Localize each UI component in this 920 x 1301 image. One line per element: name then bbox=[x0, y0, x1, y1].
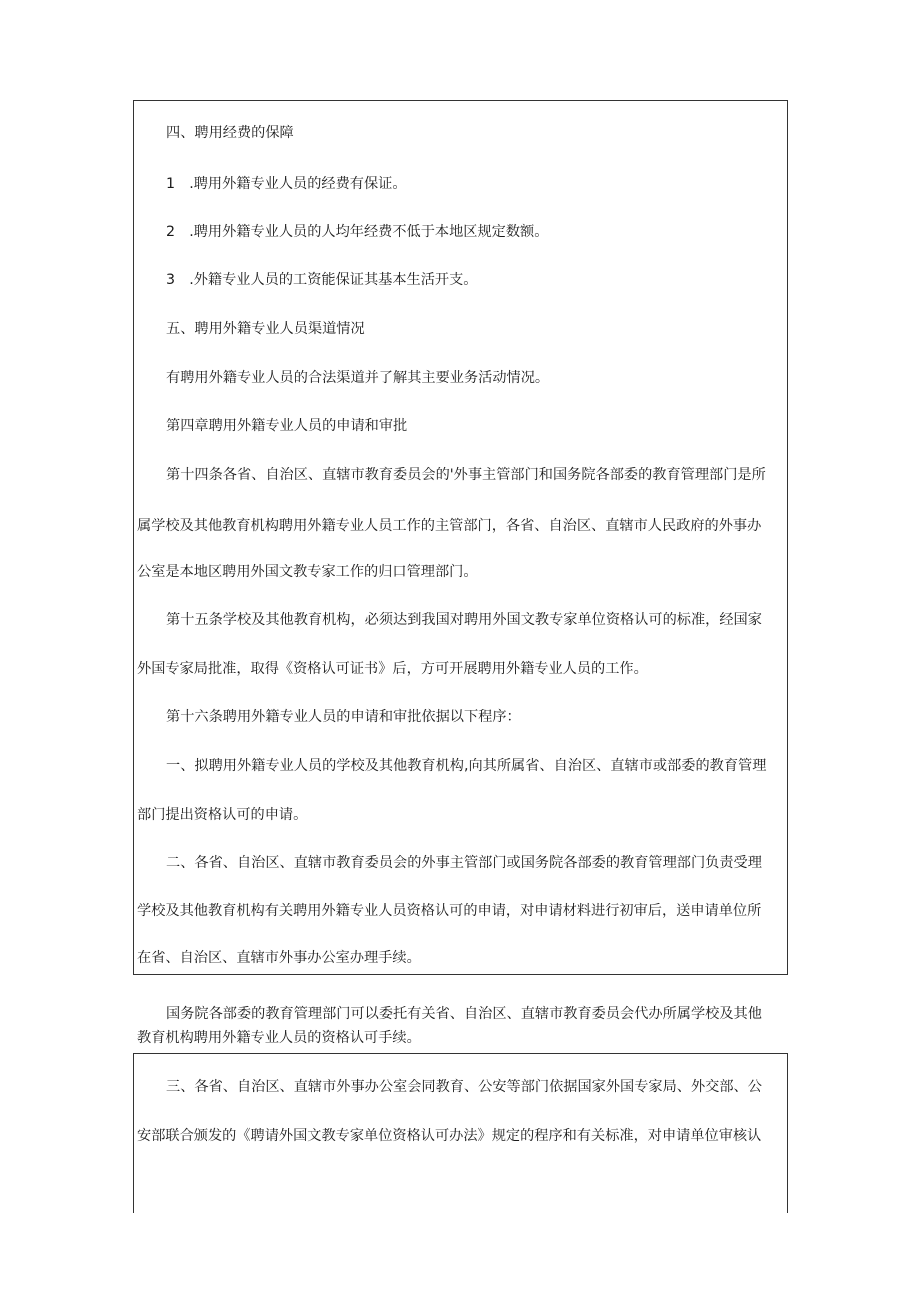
paragraph-line: 学校及其他教育机构有关聘用外籍专业人员资格认可的申请，对申请材料进行初审后，送申请单位所 bbox=[137, 903, 762, 919]
paragraph-line: 三、各省、自治区、直辖市外事办公室会同教育、公安等部门依据国家外国专家局、外交部、公 bbox=[166, 1079, 762, 1095]
heading-funding: 四、聘用经费的保障 bbox=[166, 125, 294, 141]
paragraph-line: 安部联合颁发的《聘请外国文教专家单位资格认可办法》规定的程序和有关标准，对申请单位审核认 bbox=[137, 1128, 762, 1144]
paragraph-line: 外国专家局批准，取得《资格认可证书》后，方可开展聘用外籍专业人员的工作。 bbox=[137, 661, 648, 677]
paragraph-line: 二、各省、自治区、直辖市教育委员会的外事主管部门或国务院各部委的教育管理部门负责受理 bbox=[166, 855, 762, 871]
paragraph-line: 第十五条学校及其他教育机构，必须达到我国对聘用外国文教专家单位资格认可的标准，经国家 bbox=[166, 612, 762, 628]
paragraph-line: 一、拟聘用外籍专业人员的学校及其他教育机构,向其所属省、自治区、直辖市或部委的教育管理 bbox=[166, 758, 767, 774]
paragraph-line: 属学校及其他教育机构聘用外籍专业人员工作的主管部门，各省、自治区、直辖市人民政府的外事办 bbox=[137, 518, 762, 534]
list-item: 3 .外籍专业人员的工资能保证其基本生活开支。 bbox=[166, 272, 478, 288]
list-item: 2 .聘用外籍专业人员的人均年经费不低于本地区规定数额。 bbox=[166, 224, 549, 240]
paragraph-line: 在省、自治区、直辖市外事办公室办理手续。 bbox=[137, 950, 421, 966]
paragraph-line: 第十六条聘用外籍专业人员的申请和审批依据以下程序： bbox=[166, 709, 521, 725]
list-item: 1 .聘用外籍专业人员的经费有保证。 bbox=[166, 176, 407, 192]
paragraph-line: 有聘用外籍专业人员的合法渠道并了解其主要业务活动情况。 bbox=[166, 370, 550, 386]
paragraph-line: 部门提出资格认可的申请。 bbox=[137, 807, 308, 823]
paragraph-line: 教育机构聘用外籍专业人员的资格认可手续。 bbox=[137, 1030, 421, 1046]
paragraph-line: 国务院各部委的教育管理部门可以委托有关省、自治区、直辖市教育委员会代办所属学校及其他 bbox=[166, 1006, 762, 1022]
paragraph-line: 公室是本地区聘用外国文教专家工作的归口管理部门。 bbox=[137, 564, 478, 580]
paragraph-line: 第十四条各省、自治区、直辖市教育委员会的'外事主管部门和国务院各部委的教育管理部门是所 bbox=[166, 467, 766, 483]
heading-channels: 五、聘用外籍专业人员渠道情况 bbox=[166, 321, 365, 337]
chapter-heading: 第四章聘用外籍专业人员的申请和审批 bbox=[166, 418, 408, 434]
